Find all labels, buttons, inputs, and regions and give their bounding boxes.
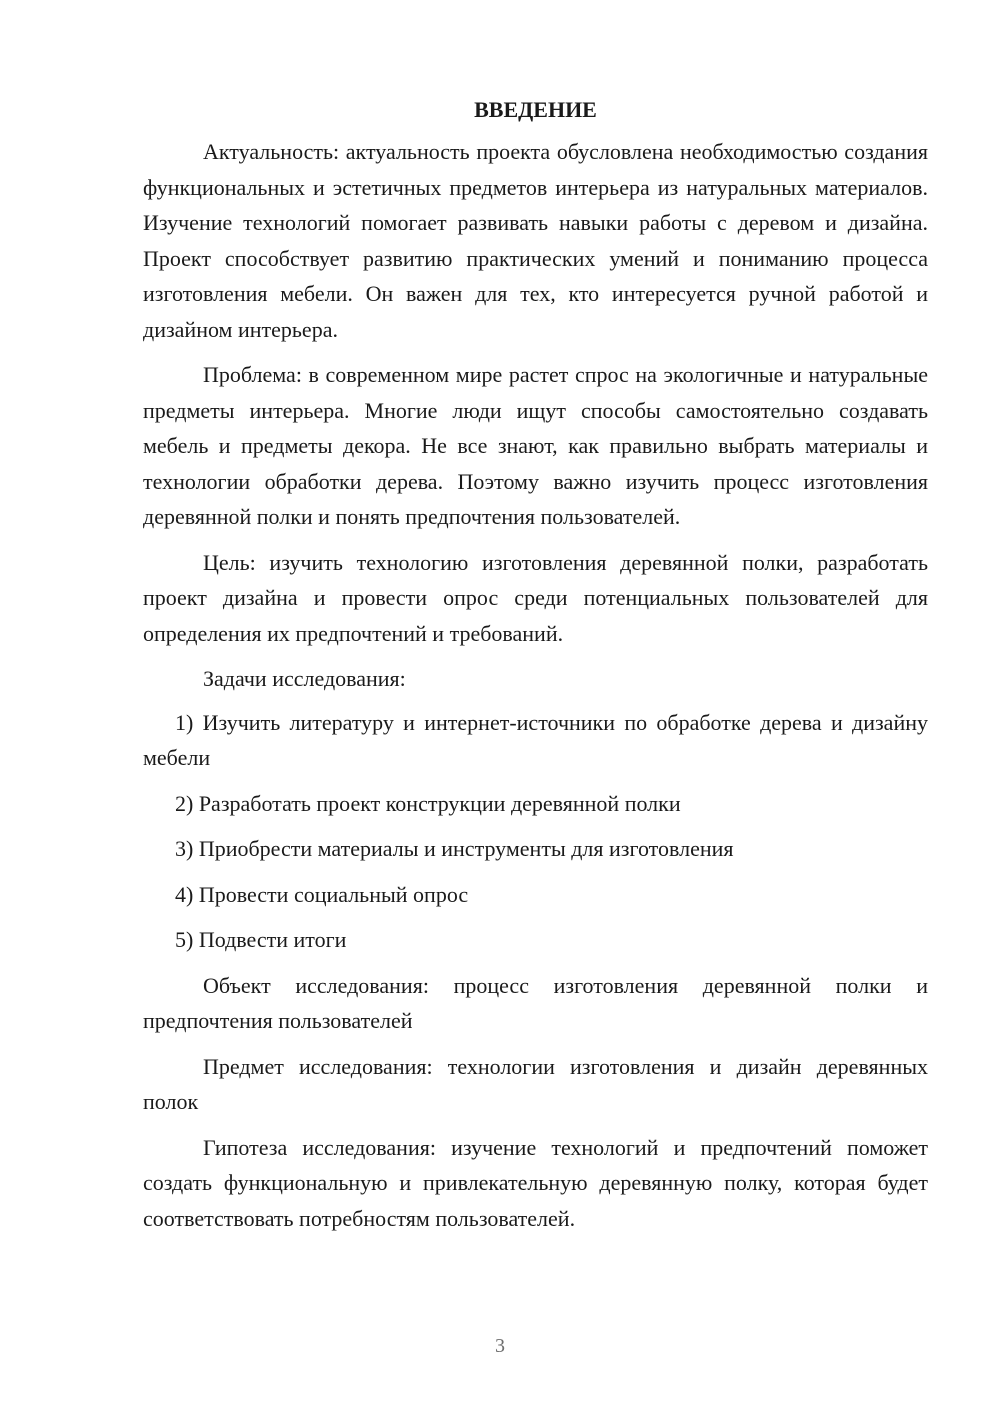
task-item-5: 5) Подвести итоги [175, 927, 347, 952]
paragraph-subject: Предмет исследования: технологии изготовления и дизайн деревянных полок [143, 1053, 928, 1114]
paragraph-goal: Цель: изучить технологию изготовления деревянной полки, разработать проект дизайна и провести опрос среди потенциальных пользователей для определения их предпочтений и требований. [143, 549, 928, 646]
task-item-4: 4) Провести социальный опрос [175, 881, 469, 907]
task-item-2: 2) Разработать проект конструкции деревянной полки [175, 790, 681, 816]
paragraph-object: Объект исследования: процесс изготовления деревянной полки и предпочтения пользователей [143, 972, 928, 1033]
paragraph-relevance: Актуальность: актуальность проекта обусловлена необходимостью создания функциональных и эстетичных предметов интерьера из натуральных материалов. Изучение технологий помогает развивать навыки работы с деревом и дизайна. Проект способствует развитию практических умений и пониманию процесса изготовления мебели. Он важен для тех, кто интересуется ручной работой и дизайном интерьера. [143, 139, 928, 342]
section-title: ВВЕДЕНИЕ [474, 97, 597, 122]
paragraph-problem: Проблема: в современном мире растет спрос на экологичные и натуральные предметы интерьера. Многие люди ищут способы самостоятельно создавать мебель и предметы декора. Не все знают, как правильно выбрать материалы и технологии обработки дерева. Поэтому важно изучить процесс изготовления деревянной полки и понять предпочтения пользователей. [143, 362, 928, 529]
page-number: 3 [495, 1335, 505, 1357]
paragraph-hypothesis: Гипотеза исследования: изучение технологий и предпочтений поможет создать функциональную и привлекательную деревянную полку, которая будет соответствовать потребностям пользователей. [143, 1134, 928, 1231]
tasks-heading: Задачи исследования: [203, 666, 406, 691]
document-page [143, 92, 928, 1246]
task-item-1: 1) Изучить литературу и интернет-источники по обработке дерева и дизайну мебели [143, 709, 928, 770]
task-item-3: 3) Приобрести материалы и инструменты для изготовления [175, 836, 734, 861]
